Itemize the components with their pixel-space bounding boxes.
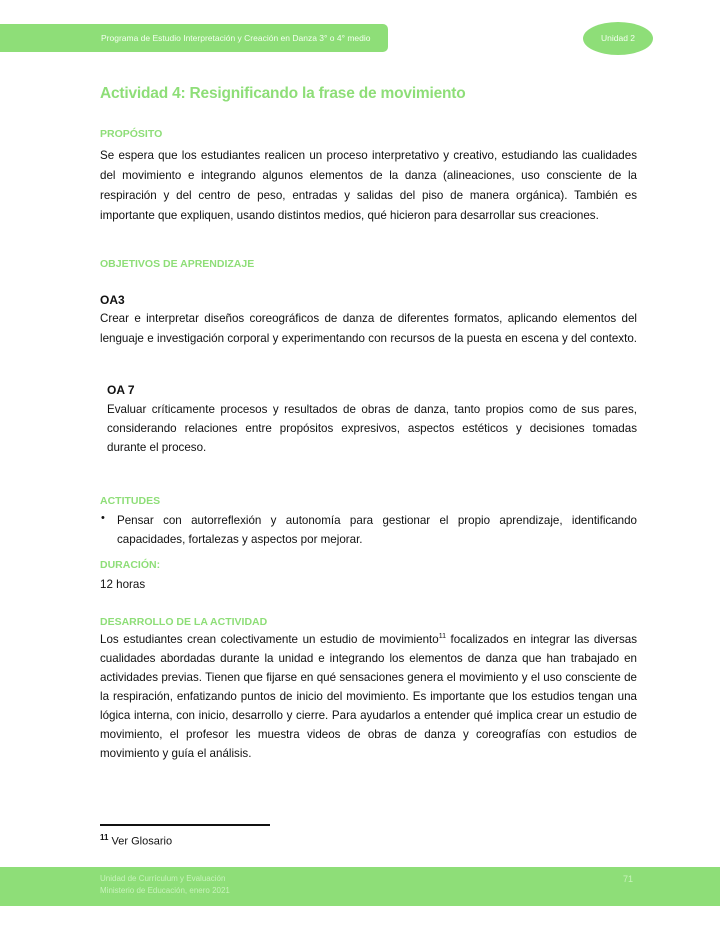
footnote-number: 11 [100, 833, 109, 842]
text-line [100, 630, 637, 649]
actitudes-text [117, 511, 637, 549]
footnote-divider [100, 824, 270, 826]
text-line: actividades previas. Tienen que fijarse en qué sensaciones genera el movimiento y el uso consciente de [100, 671, 637, 684]
footnote [100, 833, 172, 848]
text-line: durante el proceso. [107, 441, 207, 454]
text-line: considerando relaciones entre propósitos expresivos, aspectos estéticos y decisiones tomadas [107, 422, 637, 435]
oa7-block [107, 381, 637, 457]
page-number: 71 [623, 874, 634, 884]
footer-bar [0, 867, 720, 906]
text-line: capacidades, fortalezas y aspectos por mejorar. [117, 533, 363, 546]
footer-line-2: Ministerio de Educación, enero 2021 [100, 886, 230, 895]
text-line: respiración y del centro de peso, entradas y salidas del piso de manera orgánica). También es [100, 189, 637, 202]
desarrollo-heading: DESARROLLO DE LA ACTIVIDAD [100, 616, 268, 628]
bullet-icon: • [101, 512, 105, 524]
duration-text: 12 horas [100, 578, 146, 591]
footer-line-1: Unidad de Currículum y Evaluación [100, 874, 226, 883]
desarrollo-text [100, 630, 637, 763]
duracion-value [100, 575, 637, 594]
text-segment: focalizados en integrar las diversas [445, 633, 637, 646]
text-line: Evaluar críticamente procesos y resultados de obras de danza, tanto propios como de sus pares, [107, 403, 637, 416]
objetivos-heading: OBJETIVOS DE APRENDIZAJE [100, 258, 255, 270]
text-line: del movimiento e integrando algunos elementos de la danza (alineaciones, uso consciente de la [100, 169, 637, 182]
unit-label: Unidad 2 [600, 33, 636, 43]
text-line: lógica interna, con inicio, desarrollo y cierre. Para ayudarlos a entender qué implica crear un estudio de [100, 709, 637, 722]
footnote-ref[interactable]: 11 [438, 633, 446, 641]
text-line: Pensar con autorreflexión y autonomía para gestionar el propio aprendizaje, identificando [117, 514, 637, 527]
actitudes-heading: ACTITUDES [100, 495, 161, 507]
text-line: cualidades abordadas durante la unidad e integrando los elementos de danza que han trabajado en [100, 652, 637, 665]
oa3-block [100, 290, 637, 349]
header-bar [0, 24, 388, 52]
text-line: lenguaje e investigación corporal y experimentando con recursos de la puesta en escena y del contexto. [100, 332, 637, 345]
duracion-heading: DURACIÓN: [100, 559, 161, 571]
activity-title: Actividad 4: Resignificando la frase de movimiento [100, 85, 466, 102]
proposito-heading: PROPÓSITO [100, 128, 163, 140]
text-segment: Los estudiantes crean colectivamente un estudio de movimiento [100, 633, 439, 646]
unit-badge [583, 22, 653, 55]
proposito-text [100, 146, 637, 226]
oa3-label: OA3 [100, 293, 125, 307]
program-title: Programa de Estudio Interpretación y Creación en Danza 3° o 4° medio [101, 33, 371, 43]
text-line: Se espera que los estudiantes realicen un proceso interpretativo y creativo, estudiando las cualidades [100, 149, 637, 162]
text-line: Crear e interpretar diseños coreográficos de danza de diferentes formatos, aplicando elementos del [100, 312, 637, 325]
text-line: importante que expliquen, usando distintos medios, qué hicieron para desarrollar sus creaciones. [100, 209, 599, 222]
text-line: movimiento y guía el análisis. [100, 747, 252, 760]
oa7-label: OA 7 [107, 383, 135, 397]
text-line: movimiento, el profesor les muestra videos de obras de danza y coreografías con estudios de [100, 728, 637, 741]
text-line: la respiración, enfatizando puntos de inicio del movimiento. Es importante que los estudios tengan una [100, 690, 637, 703]
footnote-text: Ver Glosario [111, 835, 173, 848]
